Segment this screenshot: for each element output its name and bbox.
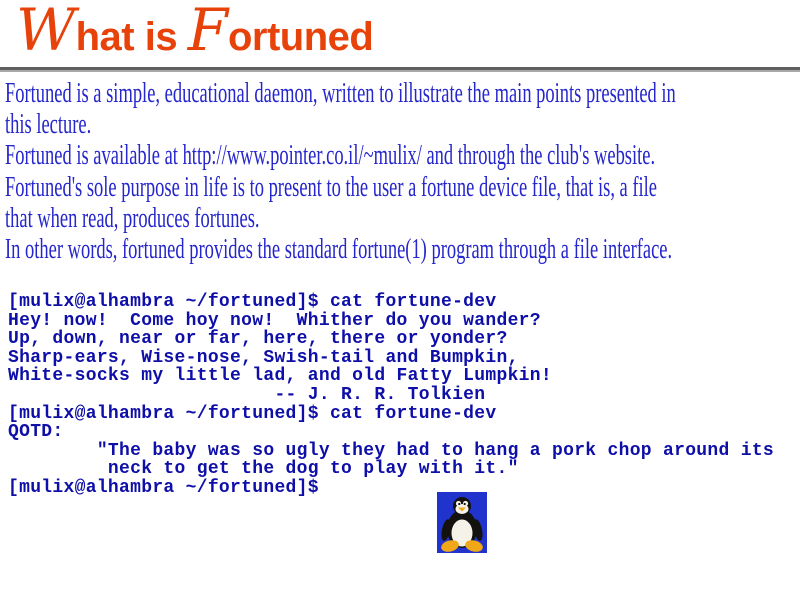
- terminal-line: [mulix@alhambra ~/fortuned]$ cat fortune-dev: [8, 403, 497, 424]
- body-text-line: this lecture.: [5, 109, 92, 141]
- terminal-line: Sharp-ears, Wise-nose, Swish-tail and Bumpkin,: [8, 347, 519, 368]
- body-text-line: Fortuned's sole purpose in life is to present to the user a fortune device file, that is, a file: [5, 171, 658, 203]
- slide-body-text: [5, 78, 800, 265]
- body-text-line: Fortuned is available at http://www.pointer.co.il/~mulix/ and through the club's website.: [5, 140, 656, 172]
- terminal-line: Hey! now! Come hoy now! Whither do you wander?: [8, 310, 541, 331]
- body-text-line: In other words, fortuned provides the standard fortune(1) program through a file interface.: [5, 234, 673, 266]
- terminal-line: -- J. R. R. Tolkien: [8, 384, 486, 405]
- title-divider-rule: [0, 67, 800, 72]
- terminal-line: [mulix@alhambra ~/fortuned]$ cat fortune-dev: [8, 292, 497, 312]
- body-text-line: Fortuned is a simple, educational daemon, written to illustrate the main points presented in: [5, 78, 676, 109]
- terminal-line: White-socks my little lad, and old Fatty Lumpkin!: [8, 366, 552, 387]
- body-text-line: that when read, produces fortunes.: [5, 202, 260, 234]
- title-text-ortuned: ortuned: [227, 15, 374, 59]
- terminal-line: neck to get the dog to play with it.": [8, 459, 519, 480]
- title-text-what-is: hat is: [75, 15, 188, 59]
- tux-penguin-icon: [437, 492, 487, 553]
- terminal-line: QOTD:: [8, 422, 64, 443]
- slide-title: [16, 0, 373, 64]
- terminal-line: [mulix@alhambra ~/fortuned]$: [8, 477, 319, 498]
- title-initial-w: W: [16, 0, 76, 64]
- terminal-line: "The baby was so ugly they had to hang a pork chop around its: [8, 440, 775, 461]
- terminal-transcript: [8, 293, 774, 498]
- divider-light-line: [0, 70, 800, 72]
- tux-image: [437, 492, 487, 553]
- title-initial-f: F: [187, 0, 228, 64]
- terminal-line: Up, down, near or far, here, there or yonder?: [8, 329, 508, 350]
